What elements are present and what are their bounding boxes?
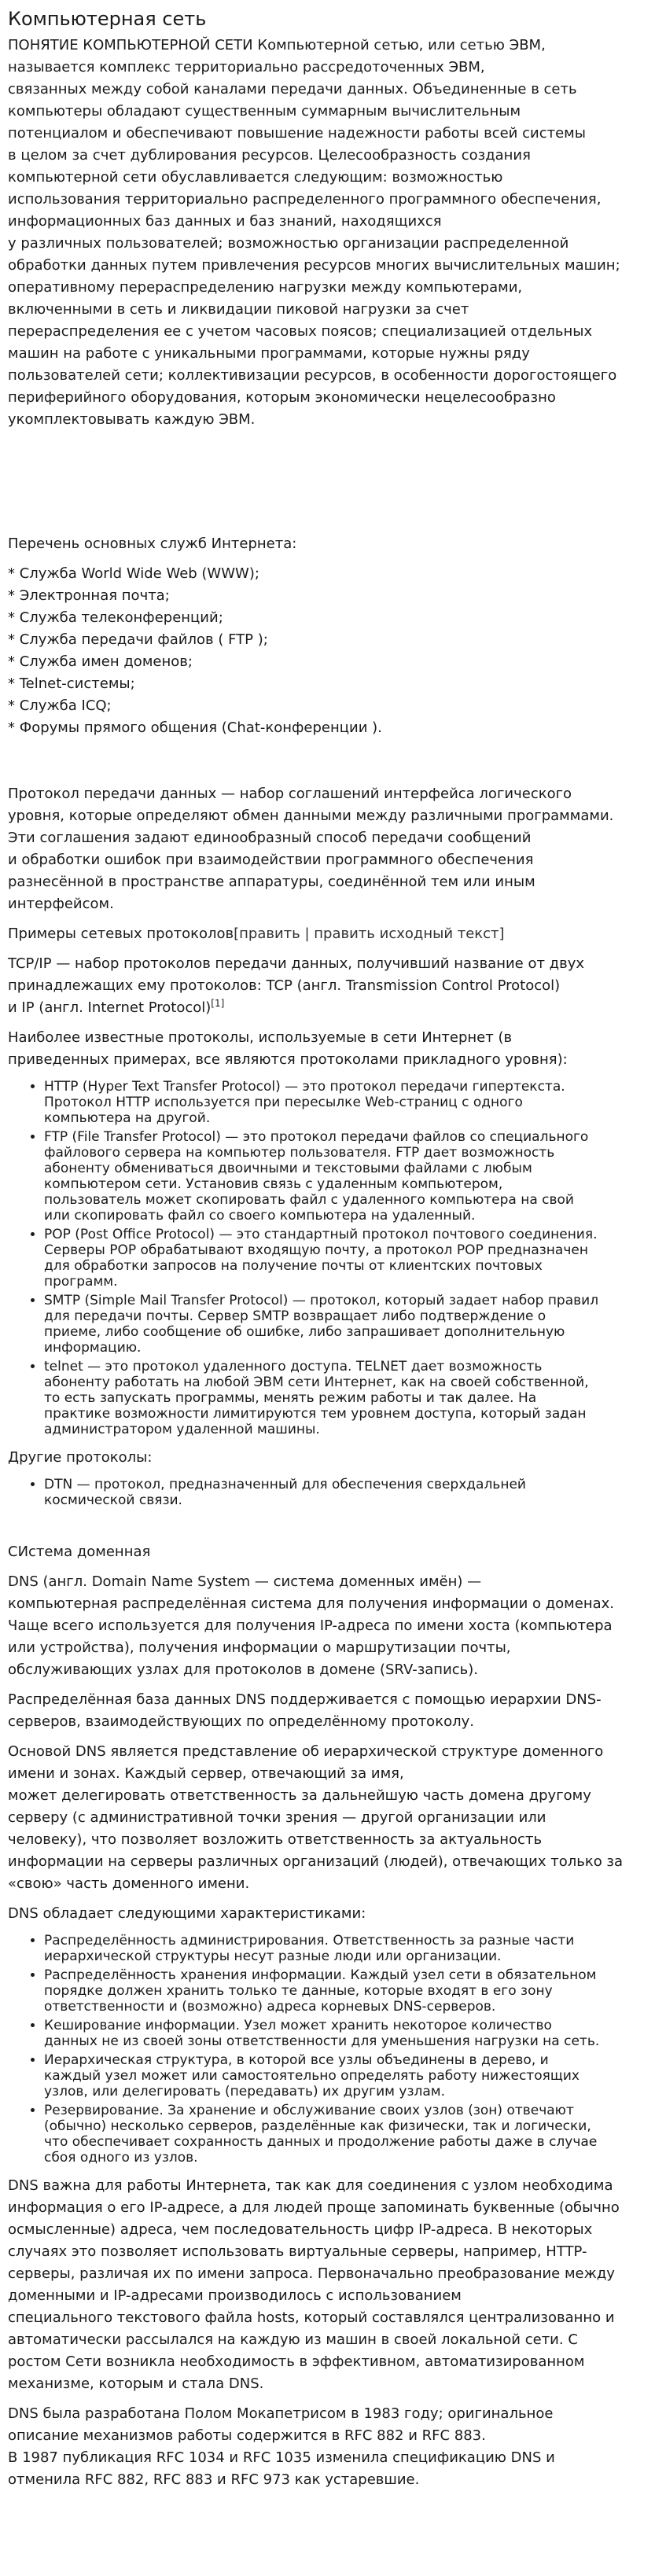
dns-paragraph-3: Основой DNS является представление об иерархической структуре доменного имени и зонах. Каждый сервер, отвечающий за имя, может делегировать ответственность за дальнейшую часть домена другому серверу (с административной точки зрения — другой организации или человеку), что позволяет возложить ответственность за актуальность информации на серверы различных организаций (людей), отвечающих только за «свою» часть доменного имени. — [8, 1743, 624, 1892]
list-item: • POP (Post Office Protocol) — это стандартный протокол почтового соединения. Серверы POP обрабатывают входящую почту, а протокол POP предназначен для обработки запросов на получение почты от клиентских почтовых программ. — [44, 1227, 658, 1290]
services-list — [8, 563, 658, 739]
list-item: * Форумы прямого общения (Chat-конференции ). — [8, 719, 382, 736]
page-title: Компьютерная сеть — [8, 8, 207, 30]
dns-paragraph-4: DNS важна для работы Интернета, так как для соединения с узлом необходима информация о его IP-адресе, а для людей проще запоминать буквенные (обычно осмысленные) адреса, чем последовательность цифр IP-адреса. В некоторых случаях это позволяет использовать виртуальные серверы, например, HTTP- серверы, различая их по имени запроса. Первоначально преобразование между доменными и IP-адресами производилось с использованием специального текстового файла hosts, который составлялся централизованно и автоматически рассылался на каждую из машин в своей локальной сети. С ростом Сети возникла необходимость в эффективном, автоматизированном механизме, которым и стала DNS. — [8, 2177, 620, 2392]
examples-heading — [8, 923, 658, 945]
list-item: • Резервирование. За хранение и обслуживание своих узлов (зон) отвечают (обычно) несколько серверов, разделённые как физически, так и логически, что обеспечивает сохранность данных и продолжение работы даже в случае сбоя одного из узлов. — [44, 2103, 658, 2166]
dns-features-list — [8, 1933, 658, 2166]
list-item: • Иерархическая структура, в которой все узлы объединены в дерево, и каждый узел может или самостоятельно определять работу нижестоящих узлов, или делегировать (передавать) их другим узлам. — [44, 2052, 658, 2099]
list-item: * Служба передачи файлов ( FTP ); — [8, 631, 268, 648]
known-protocols-intro: Наиболее известные протоколы, используемые в сети Интернет (в приведенных примерах, все являются протоколами прикладного уровня): — [8, 1029, 568, 1068]
list-item: * Служба имен доменов; — [8, 653, 193, 670]
list-item: * Telnet-системы; — [8, 675, 135, 692]
tcpip-text: TCP/IP — набор протоколов передачи данных, получивший название от двух принадлежащих ему протоколов: TCP (англ. Transmission Control Protocol) и IP (англ. Internet Protocol) — [8, 955, 585, 1016]
dns-heading: СИстема доменная — [8, 1544, 151, 1560]
spacer — [8, 1518, 658, 1541]
edit-links[interactable]: [править | править исходный текст] — [234, 926, 505, 942]
other-protocols-heading: Другие протоколы: — [8, 1449, 153, 1466]
list-item: * Служба телеконференций; — [8, 609, 223, 626]
dns-paragraph-2: Распределённая база данных DNS поддерживается с помощью иерархии DNS- серверов, взаимодействующих по определённому протоколу. — [8, 1691, 602, 1730]
examples-heading-text: Примеры сетевых протоколов — [8, 926, 234, 942]
list-item: * Электронная почта; — [8, 587, 170, 604]
list-item: • Кеширование информации. Узел может хранить некоторое количество данных не из своей зоны ответственности для уменьшения нагрузки на сеть. — [44, 2018, 658, 2049]
services-heading: Перечень основных служб Интернета: — [8, 535, 297, 552]
list-item: • Распределённость администрирования. Ответственность за разные части иерархической структуры несут разные люди или организации. — [44, 1933, 658, 1964]
list-item: • telnet — это протокол удаленного доступа. TELNET дает возможность абоненту работать на любой ЭВМ сети Интернет, как на своей собственной, то есть запускать программы, менять режим работы и так далее. На практике возможности лимитируются тем уровнем доступа, который задан администратором удаленной машины. — [44, 1359, 658, 1437]
known-protocols-list — [8, 1079, 658, 1437]
tcpip-paragraph — [8, 953, 658, 1019]
list-item: • HTTP (Hyper Text Transfer Protocol) — это протокол передачи гипертекста. Протокол HTTP используется при пересылке Web-страниц с одного компьютера на другой. — [44, 1079, 658, 1126]
intro-paragraph: ПОНЯТИЕ КОМПЬЮТЕРНОЙ СЕТИ Компьютерной сетью, или сетью ЭВМ, называется комплекс территориально рассредоточенных ЭВМ, связанных между собой каналами передачи данных. Объединенные в сеть компьютеры обладают существенным суммарным вычислительным потенциалом и обеспечивают повышение надежности работы всей системы в целом за счет дублирования ресурсов. Целесообразность создания компьютерной сети обуславливается следующим: возможностью использования территориально распределенного программного обеспечения, информационных баз данных и баз знаний, находящихся у различных пользователей; возможностью организации распределенной обработки данных путем привлечения ресурсов многих вычислительных машин; оперативному перераспределению нагрузки между компьютерами, включенными в сеть и ликвидации пиковой нагрузки за счет перераспределения ее с учетом часовых поясов; специализацией отдельных машин на работе с уникальными программами, которые нужны ряду пользователей сети; коллективизации ресурсов, в особенности дорогостоящего периферийного оборудования, которым экономически нецелесообразно укомплектовывать каждую ЭВМ. — [8, 37, 620, 428]
list-item: • FTP (File Transfer Protocol) — это протокол передачи файлов со специального файлового сервера на компьютер пользователя. FTP дает возможность абоненту обмениваться двоичными и текстовыми файлами с любым компьютером сети. Установив связь с удаленным компьютером, пользователь может скопировать файл с удаленного компьютера на свой или скопировать файл со своего компьютера на удаленный. — [44, 1129, 658, 1224]
dns-paragraph-1: DNS (англ. Domain Name System — система доменных имён) — компьютерная распределённая система для получения информации о доменах. Чаще всего используется для получения IP-адреса по имени хоста (компьютера или устройства), получения информации о маршрутизации почты, обслуживающих узлах для протоколов в домене (SRV-запись). — [8, 1573, 615, 1678]
protocol-definition: Протокол передачи данных — набор соглашений интерфейса логического уровня, которые определяют обмен данными между различными программами. Эти соглашения задают единообразный способ передачи сообщений и обработки ошибок при взаимодействии программного обеспечения разнесённой в пространстве аппаратуры, соединённой тем или иным интерфейсом. — [8, 786, 614, 912]
list-item: • Распределённость хранения информации. Каждый узел сети в обязательном порядке должен хранить только те данные, которые входят в его зону ответственности и (возможно) адреса корневых DNS-серверов. — [44, 1967, 658, 2015]
spacer — [8, 747, 658, 783]
list-item: • SMTP (Simple Mail Transfer Protocol) — протокол, который задает набор правил для передачи почты. Сервер SMTP возвращает либо подтверждение о приеме, либо сообщение об ошибке, либо запрашивает дополнительную информацию. — [44, 1293, 658, 1356]
spacer — [8, 439, 658, 533]
other-protocols-list — [8, 1477, 658, 1508]
dns-paragraph-5: DNS была разработана Полом Мокапетрисом в 1983 году; оригинальное описание механизмов работы содержится в RFC 882 и RFC 883. В 1987 публикация RFC 1034 и RFC 1035 изменила спецификацию DNS и отменила RFC 882, RFC 883 и RFC 973 как устаревшие. — [8, 2405, 555, 2488]
reference-link[interactable]: [1] — [211, 998, 225, 1009]
dns-features-heading: DNS обладает следующими характеристиками: — [8, 1905, 366, 1922]
list-item: • DTN — протокол, предназначенный для обеспечения сверхдальней космической связи. — [44, 1477, 658, 1508]
list-item: * Служба World Wide Web (WWW); — [8, 565, 259, 582]
list-item: * Служба ICQ; — [8, 697, 112, 714]
